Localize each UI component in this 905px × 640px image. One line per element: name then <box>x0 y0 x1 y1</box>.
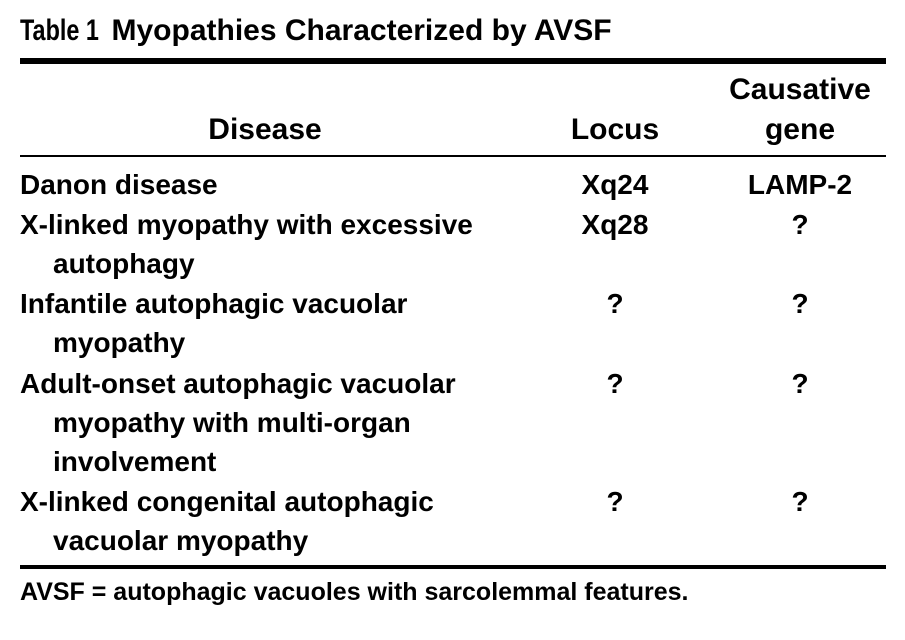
header-disease: Disease <box>208 113 322 146</box>
disease-line: Adult-onset autophagic vacuolar <box>20 368 456 399</box>
header-gene-line1: Causative <box>729 73 871 106</box>
disease-line: involvement <box>53 446 217 477</box>
table-title <box>20 14 612 48</box>
disease-line: X-linked myopathy with excessive <box>20 209 473 240</box>
top-rule <box>20 58 886 64</box>
table-row-locus: Xq28 <box>581 209 649 240</box>
table-label: Table 1 <box>20 14 99 47</box>
disease-line: vacuolar myopathy <box>53 525 309 556</box>
table-row-gene: LAMP-2 <box>747 169 853 200</box>
table-row-locus: ? <box>606 486 624 517</box>
disease-line: Infantile autophagic vacuolar <box>20 288 408 319</box>
table-caption: Myopathies Characterized by AVSF <box>111 14 612 47</box>
table-row-disease <box>20 205 473 283</box>
table-row-disease <box>20 284 407 362</box>
disease-line: myopathy <box>53 327 186 358</box>
header-locus: Locus <box>570 113 660 146</box>
table-row-locus: ? <box>606 288 624 319</box>
table-row-gene: ? <box>791 209 809 240</box>
table-row-gene: ? <box>791 288 809 319</box>
disease-line: X-linked congenital autophagic <box>20 486 434 517</box>
bottom-rule <box>20 565 886 569</box>
table-row-locus: ? <box>606 368 624 399</box>
disease-line: autophagy <box>53 248 195 279</box>
header-rule <box>20 155 886 157</box>
header-gene-line2: gene <box>764 113 836 146</box>
table-row-gene: ? <box>791 486 809 517</box>
table-row-gene: ? <box>791 368 809 399</box>
table-row-disease <box>20 482 434 560</box>
table-row-disease <box>20 364 456 481</box>
table-row-disease <box>20 165 218 204</box>
disease-line: myopathy with multi-organ <box>53 407 411 438</box>
disease-line: Danon disease <box>20 169 218 200</box>
table-row-locus: Xq24 <box>581 169 649 200</box>
table-footnote: AVSF = autophagic vacuoles with sarcolemmal features. <box>20 578 689 606</box>
